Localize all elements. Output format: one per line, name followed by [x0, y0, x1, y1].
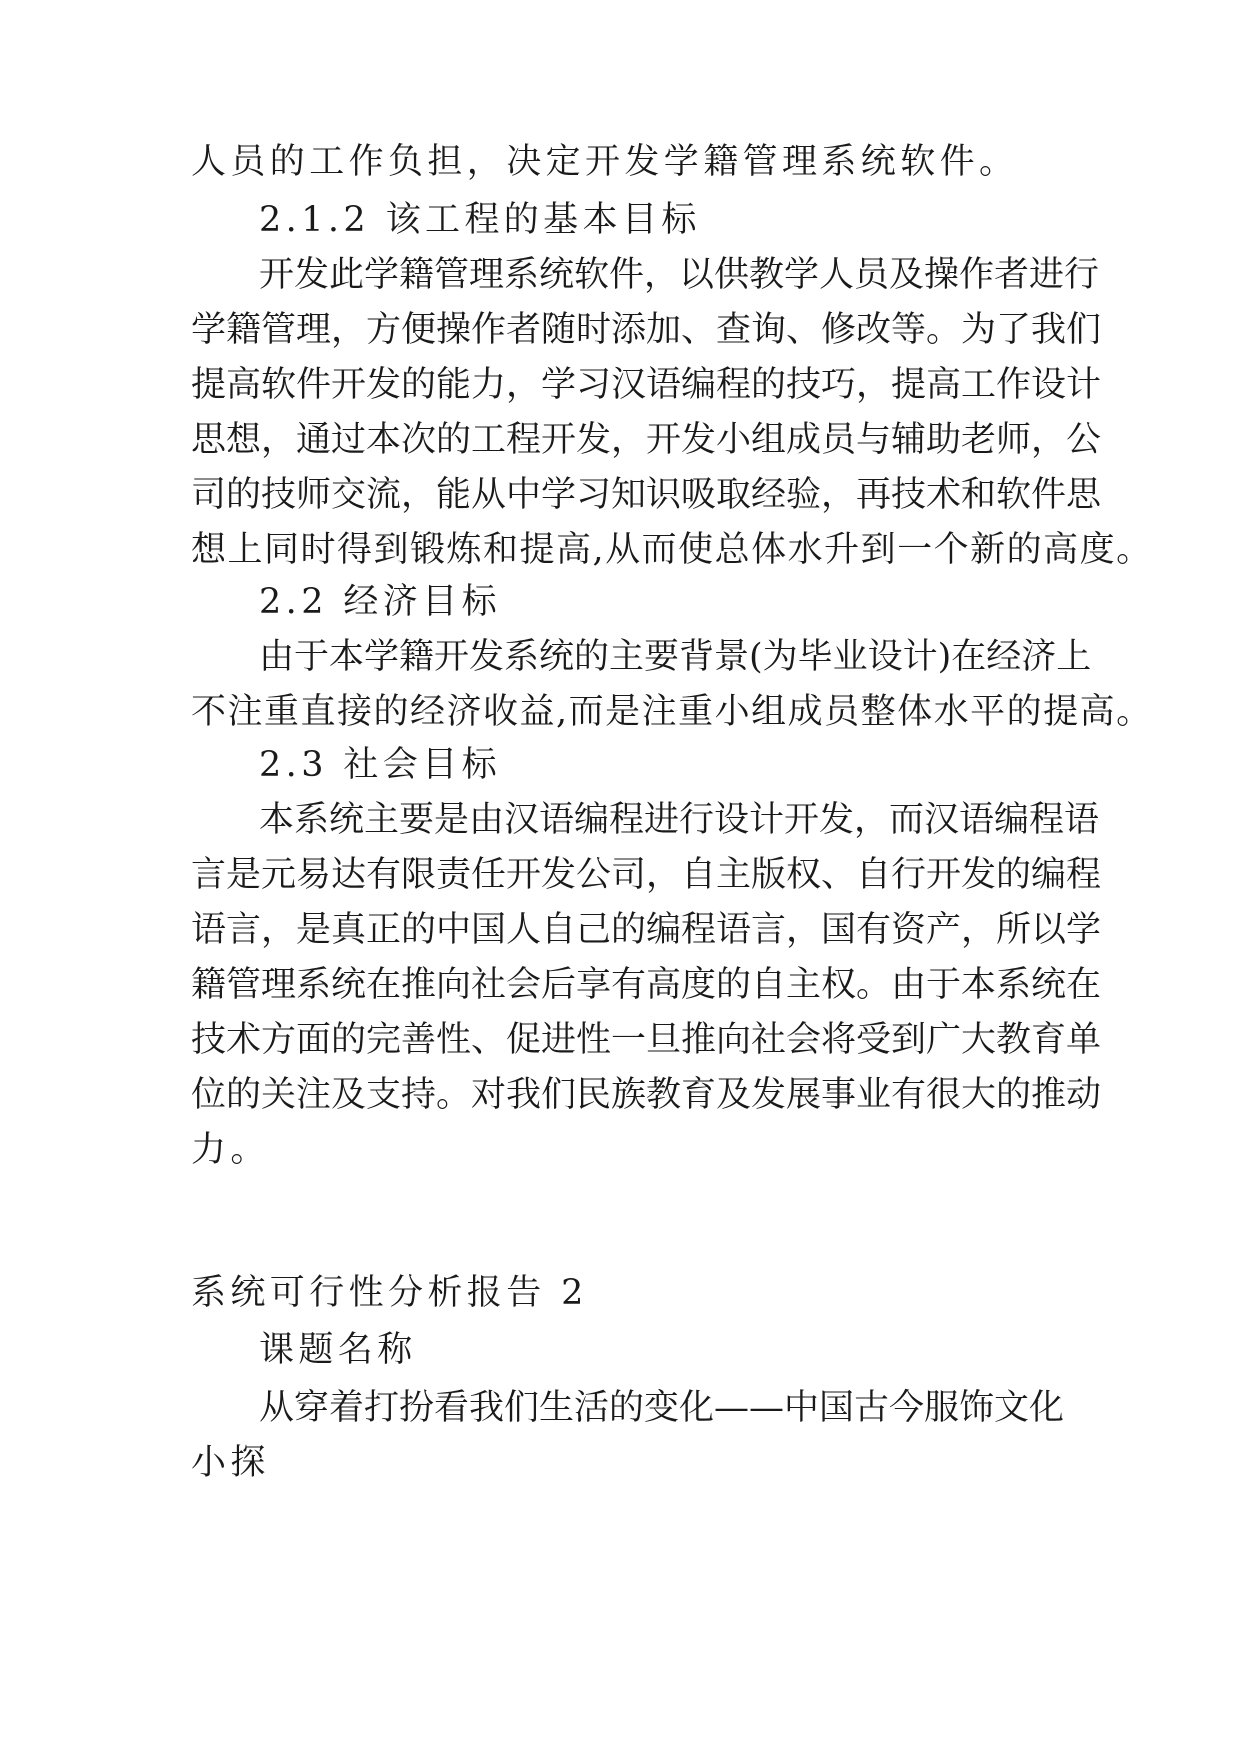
topic-heading: 课题名称	[259, 1330, 417, 1370]
paragraph-line: 本系统主要是由汉语编程进行设计开发，而汉语编程语	[259, 800, 1100, 840]
topic-line: 小探	[191, 1443, 270, 1483]
paragraph-line: 位的关注及支持。对我们民族教育及发展事业有很大的推动	[191, 1075, 1102, 1115]
topic-line: 从穿着打扮看我们生活的变化——中国古今服饰文化	[259, 1388, 1065, 1428]
paragraph-line: 籍管理系统在推向社会后享有高度的自主权。由于本系统在	[191, 965, 1102, 1005]
paragraph-line: 不注重直接的经济收益,而是注重小组成员整体水平的提高。	[191, 692, 1153, 732]
paragraph-line: 想上同时得到锻炼和提高,从而使总体水升到一个新的高度。	[191, 530, 1153, 570]
paragraph-line: 人员的工作负担，决定开发学籍管理系统软件。	[191, 142, 1019, 182]
paragraph-line: 司的技师交流，能从中学习知识吸取经验，再技术和软件思	[191, 475, 1102, 515]
document-page	[191, 0, 1153, 1754]
paragraph-line: 言是元易达有限责任开发公司，自主版权、自行开发的编程	[191, 855, 1102, 895]
paragraph-line: 开发此学籍管理系统软件，以供教学人员及操作者进行	[259, 255, 1100, 295]
paragraph-line: 力。	[191, 1130, 270, 1170]
paragraph-line: 技术方面的完善性、促进性一旦推向社会将受到广大教育单	[191, 1020, 1102, 1060]
section-heading-2-3: 2.3 社会目标	[259, 745, 501, 785]
paragraph-line: 提高软件开发的能力，学习汉语编程的技巧，提高工作设计	[191, 365, 1102, 405]
section-heading-2-1-2: 2.1.2 该工程的基本目标	[259, 200, 701, 240]
paragraph-line: 语言，是真正的中国人自己的编程语言，国有资产，所以学	[191, 910, 1102, 950]
document-title: 系统可行性分析报告 2	[191, 1273, 588, 1313]
paragraph-line: 学籍管理，方便操作者随时添加、查询、修改等。为了我们	[191, 310, 1102, 350]
paragraph-line: 思想，通过本次的工程开发，开发小组成员与辅助老师，公	[191, 420, 1102, 460]
section-heading-2-2: 2.2 经济目标	[259, 582, 501, 622]
paragraph-line: 由于本学籍开发系统的主要背景(为毕业设计)在经济上	[259, 637, 1092, 677]
